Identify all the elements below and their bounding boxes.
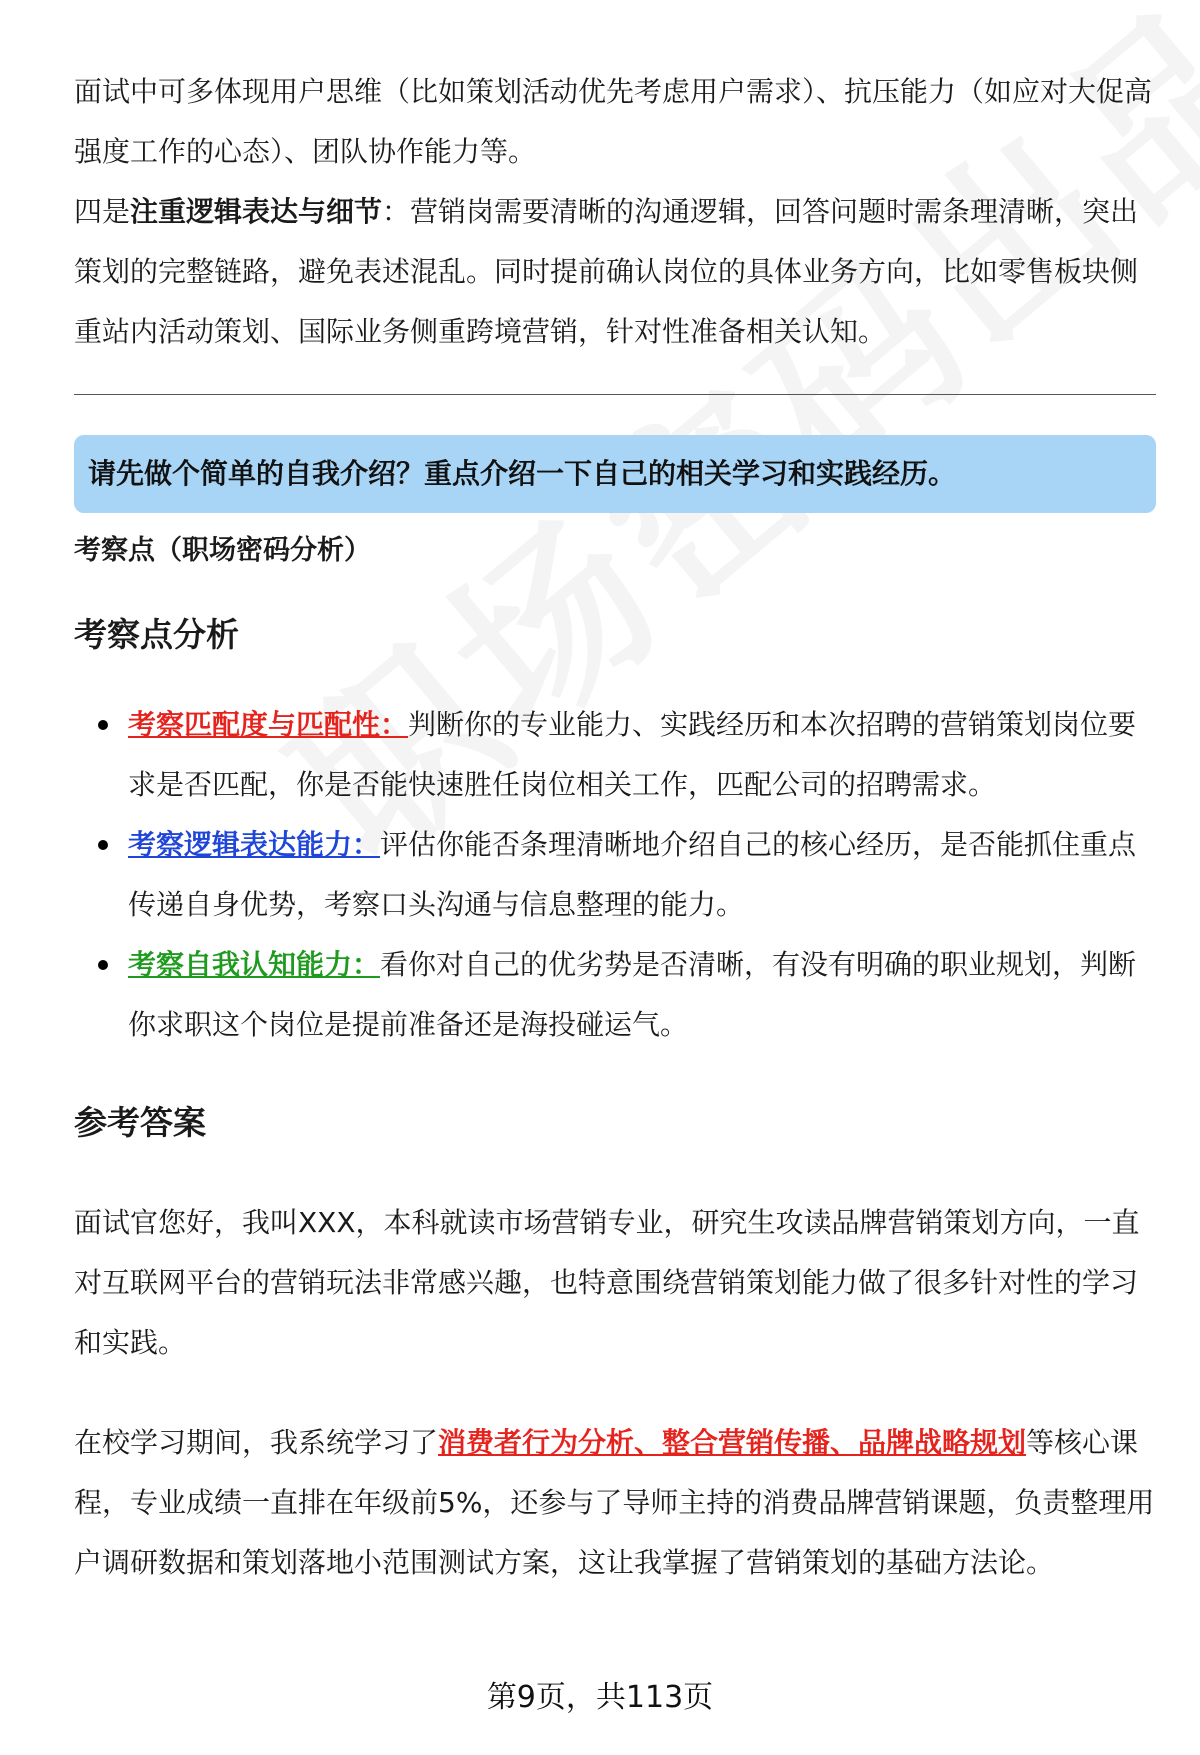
point-keyword-logic: 考察逻辑表达能力：: [128, 828, 381, 861]
point-text-match: 判断你的专业能力、实践经历和本次招聘的营销策划岗位要求是否匹配，你是否能快速胜任岗位相关工作，匹配公司的招聘需求。: [128, 708, 1137, 801]
bullet-icon: [98, 720, 108, 730]
intro-paragraph-2: [74, 182, 1156, 362]
bullet-icon: [98, 840, 108, 850]
answer-heading: 参考答案: [74, 1103, 206, 1142]
answer-p2-rest: 等核心课程，专业成绩一直排在年级前5%，还参与了导师主持的消费品牌营销课题，负责整理用户调研数据和策划落地小范围测试方案，这让我掌握了营销策划的基础方法论。: [74, 1426, 1155, 1579]
section-divider: [74, 394, 1156, 395]
answer-paragraph-2: [74, 1413, 1156, 1593]
analysis-point-match: [74, 695, 1156, 815]
document-page: [74, 62, 1156, 1593]
point-text-logic: 评估你能否条理清晰地介绍自己的核心经历，是否能抓住重点传递自身优势，考察口头沟通与信息整理的能力。: [128, 828, 1137, 921]
analysis-heading: 考察点分析: [74, 615, 239, 654]
intro-p2-rest: ：营销岗需要清晰的沟通逻辑，回答问题时需条理清晰，突出策划的完整链路，避免表述混乱。同时提前确认岗位的具体业务方向，比如零售板块侧重站内活动策划、国际业务侧重跨境营销，针对性准备相关认知。: [74, 195, 1139, 348]
question-box: 请先做个简单的自我介绍？重点介绍一下自己的相关学习和实践经历。: [74, 435, 1156, 513]
point-keyword-self: 考察自我认知能力：: [128, 948, 381, 981]
page-number-footer: 第9页，共113页: [486, 1680, 714, 1715]
point-keyword-match: 考察匹配度与匹配性：: [128, 708, 409, 741]
intro-p2-prefix: 四是: [74, 195, 131, 228]
point-text-self: 看你对自己的优劣势是否清晰，有没有明确的职业规划，判断你求职这个岗位是提前准备还是海投碰运气。: [128, 948, 1137, 1041]
analysis-point-self: [74, 935, 1156, 1055]
intro-p2-strong: 注重逻辑表达与细节: [130, 195, 383, 228]
answer-paragraph-1: 面试官您好，我叫XXX，本科就读市场营销专业，研究生攻读品牌营销策划方向，一直对互联网平台的营销玩法非常感兴趣，也特意围绕营销策划能力做了很多针对性的学习和实践。: [74, 1206, 1140, 1359]
analysis-point-logic: [74, 815, 1156, 935]
examine-label: 考察点（职场密码分析）: [74, 535, 371, 566]
analysis-points: [74, 695, 1156, 1055]
intro-paragraph-1: 面试中可多体现用户思维（比如策划活动优先考虑用户需求）、抗压能力（如应对大促高强度工作的心态）、团队协作能力等。: [74, 75, 1153, 168]
answer-p2-highlight: 消费者行为分析、整合营销传播、品牌战略规划: [438, 1426, 1027, 1459]
bullet-icon: [98, 960, 108, 970]
answer-p2-prefix: 在校学习期间，我系统学习了: [74, 1426, 439, 1459]
